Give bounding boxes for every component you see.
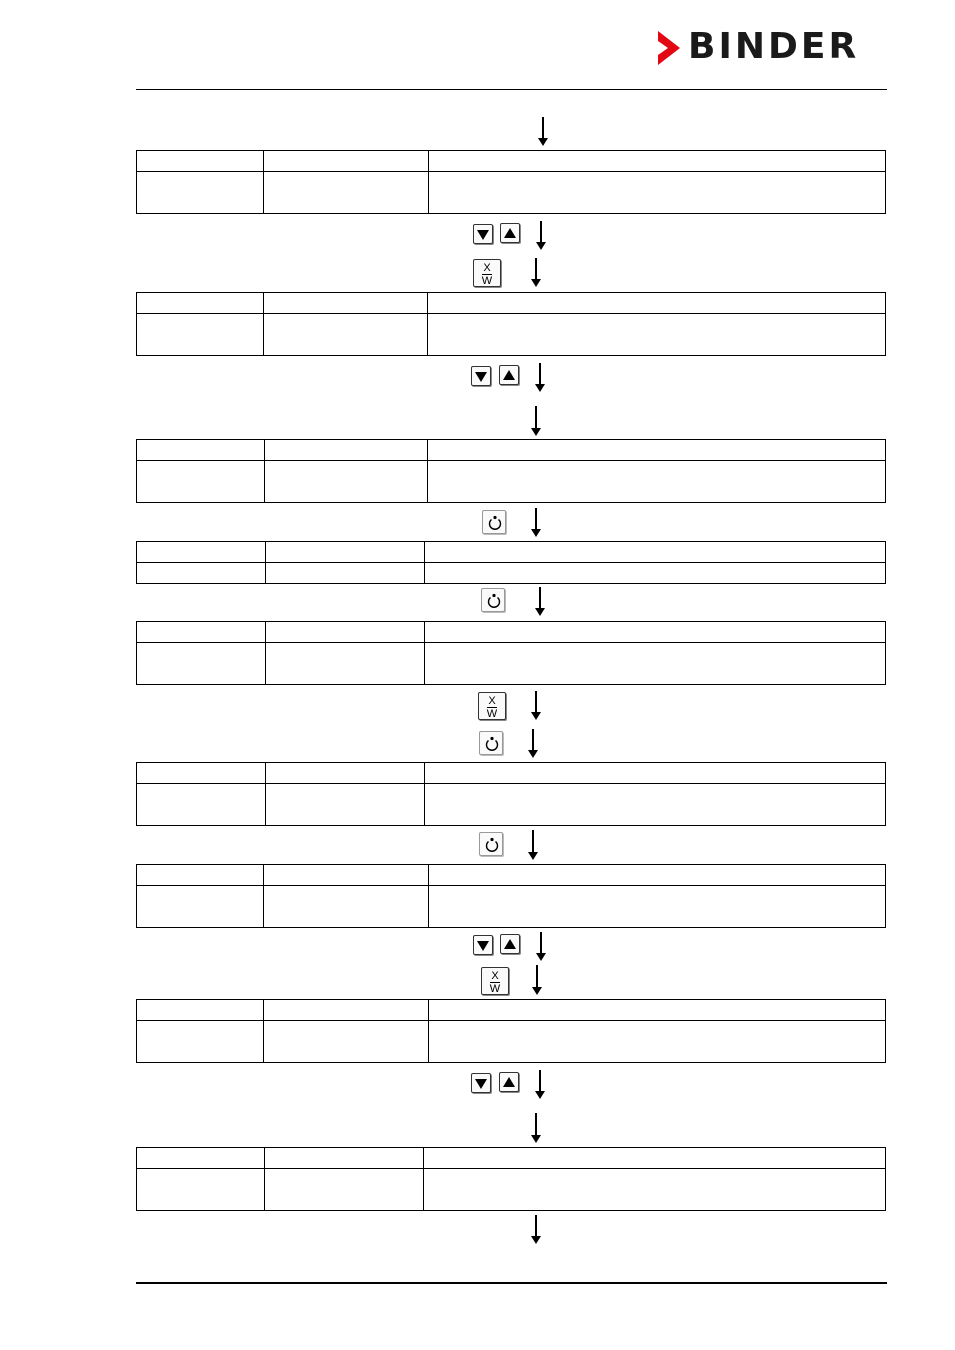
arrow-down-key-icon[interactable] (471, 366, 491, 386)
display-table-6 (136, 762, 886, 826)
flow-arrow-down-icon (537, 117, 549, 146)
flow-arrow-down-icon (534, 1070, 546, 1099)
xw-enter-key-icon[interactable]: X W (481, 967, 509, 995)
table-row (137, 1169, 886, 1211)
flow-arrow-down-icon (534, 587, 546, 616)
display-table-5 (136, 621, 886, 685)
arrow-down-key-icon[interactable] (473, 224, 493, 244)
flow-arrow-down-icon (530, 691, 542, 720)
table-row (137, 563, 886, 584)
flow-arrow-down-icon (530, 1215, 542, 1244)
display-table-7 (136, 864, 886, 928)
table-header-row (137, 622, 886, 643)
flow-arrow-down-icon (534, 363, 546, 392)
arrow-up-key-icon[interactable] (500, 223, 520, 243)
table-row (137, 784, 886, 826)
flow-arrow-down-icon (530, 258, 542, 287)
brand-name: BINDER (688, 26, 860, 67)
table-header-row (137, 865, 886, 886)
table-header-row (137, 1148, 886, 1169)
flow-arrow-down-icon (535, 221, 547, 250)
display-table-4 (136, 541, 886, 584)
display-table-9 (136, 1147, 886, 1211)
table-header-row (137, 763, 886, 784)
arrow-down-key-icon[interactable] (473, 935, 493, 955)
arrow-up-key-icon[interactable] (499, 1072, 519, 1092)
program-cycle-key-icon[interactable] (479, 731, 503, 755)
arrow-up-key-icon[interactable] (499, 365, 519, 385)
header-rule (136, 89, 887, 90)
table-row (137, 461, 886, 503)
flow-arrow-down-icon (530, 1113, 542, 1143)
footer-rule (136, 1282, 887, 1284)
program-cycle-key-icon[interactable] (482, 510, 506, 534)
program-cycle-key-icon[interactable] (479, 832, 503, 856)
table-header-row (137, 440, 886, 461)
binder-logo (656, 26, 888, 67)
flow-arrow-down-icon (530, 508, 542, 537)
table-row (137, 1021, 886, 1063)
table-header-row (137, 151, 886, 172)
flow-arrow-down-icon (527, 830, 539, 860)
table-header-row (137, 293, 886, 314)
table-header-row (137, 542, 886, 563)
arrow-up-key-icon[interactable] (500, 934, 520, 954)
table-row (137, 172, 886, 214)
display-table-8 (136, 999, 886, 1063)
table-row (137, 643, 886, 685)
flow-arrow-down-icon (535, 932, 547, 961)
program-cycle-key-icon[interactable] (481, 588, 505, 612)
xw-enter-key-icon[interactable]: X W (478, 692, 506, 720)
table-header-row (137, 1000, 886, 1021)
arrow-down-key-icon[interactable] (471, 1073, 491, 1093)
binder-logo-mark-icon (656, 31, 682, 65)
flow-arrow-down-icon (530, 406, 542, 436)
flow-arrow-down-icon (531, 965, 543, 995)
table-row (137, 314, 886, 356)
xw-enter-key-icon[interactable]: X W (473, 259, 501, 287)
flow-arrow-down-icon (527, 729, 539, 758)
display-table-2 (136, 292, 886, 356)
table-row (137, 886, 886, 928)
display-table-3 (136, 439, 886, 503)
display-table-1 (136, 150, 886, 214)
